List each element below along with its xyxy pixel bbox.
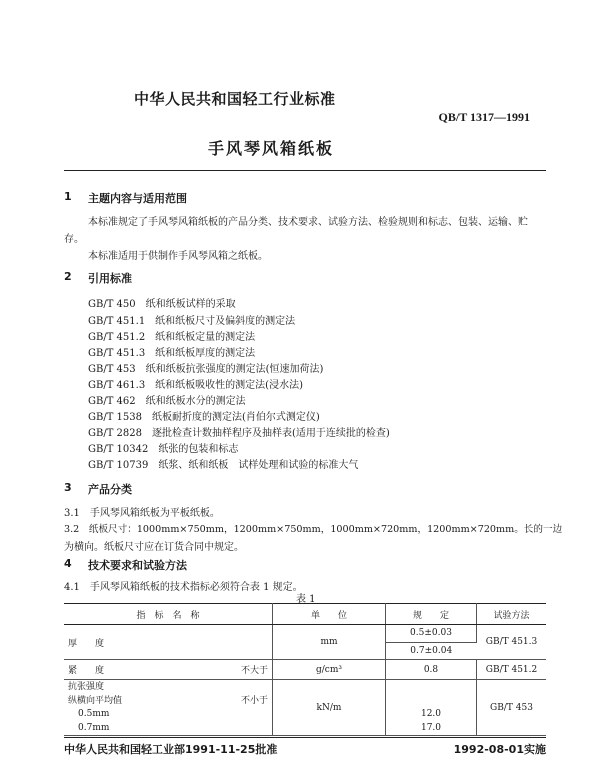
reference-item: GB/T 451.2 纸和纸板定量的测定法	[88, 332, 256, 343]
row-name: 厚 度	[64, 625, 273, 660]
section-4-title: 技术要求和试验方法	[88, 559, 187, 572]
footer-divider	[64, 737, 546, 738]
row-qualifier: 不小于	[240, 695, 268, 706]
standard-code: QB/T 1317—1991	[438, 110, 530, 124]
table-row	[64, 680, 546, 736]
reference-item: GB/T 1538 纸板耐折度的测定法(肖伯尔式测定仪)	[88, 412, 320, 423]
table-caption: 表 1	[296, 594, 316, 605]
row-subitem: 0.7mm	[78, 722, 110, 733]
header-spec: 规 定	[386, 604, 477, 625]
clause-3-1: 3.1 手风琴风箱纸板为平板纸板。	[64, 508, 220, 519]
row-subitem: 0.5mm	[78, 709, 110, 719]
clause-3-2-line-1: 3.2 纸板尺寸：1000mm×750mm，1200mm×750mm，1000mm×720mm，1200mm×720mm。长的一边	[64, 524, 563, 535]
reference-item: GB/T 462 纸和纸板水分的测定法	[88, 396, 246, 407]
row-name: 抗张强度	[68, 682, 105, 692]
row-name: 紧 度	[68, 666, 105, 676]
reference-item: GB/T 10342 纸张的包装和标志	[88, 444, 239, 455]
section-1-paragraph-1-line-2: 存。	[64, 234, 84, 245]
approval-note: 中华人民共和国轻工业部1991-11-25批准	[64, 743, 278, 756]
row-spec: 0.7±0.04	[386, 642, 477, 660]
header-method: 试验方法	[477, 604, 547, 625]
row-qualifier: 不大于	[240, 666, 268, 676]
section-4-number: 4	[64, 557, 72, 570]
row-spec-cell	[386, 680, 477, 736]
implementation-date: 1992-08-01实施	[453, 743, 546, 756]
reference-item: GB/T 453 纸和纸板抗张强度的测定法(恒速加荷法)	[88, 364, 324, 375]
section-3-title: 产品分类	[88, 483, 132, 496]
row-spec: 12.0	[420, 709, 442, 719]
row-subname-cell	[68, 695, 268, 709]
reference-item: GB/T 10739 纸浆、纸和纸板 试样处理和试验的标准大气	[88, 460, 359, 471]
section-2-title: 引用标准	[88, 272, 132, 285]
clause-4-1: 4.1 手风琴风箱纸板的技术指标必须符合表 1 规定。	[64, 582, 303, 593]
reference-item: GB/T 451.1 纸和纸板尺寸及偏斜度的测定法	[88, 316, 296, 327]
row-unit: mm	[273, 625, 386, 660]
section-2-number: 2	[64, 270, 72, 283]
row-method: GB/T 451.3	[477, 625, 547, 660]
row-method: GB/T 453	[477, 680, 547, 736]
row-spec: 0.5±0.03	[386, 625, 477, 643]
table-row	[64, 625, 546, 643]
row-name-cell	[64, 660, 273, 680]
row-method: GB/T 451.2	[477, 660, 547, 680]
reference-item: GB/T 450 纸和纸板试样的采取	[88, 299, 236, 310]
row-spec: 0.8	[386, 660, 477, 680]
reference-item: GB/T 461.3 纸和纸板吸收性的测定法(浸水法)	[88, 380, 303, 391]
section-1-paragraph-1-line-1: 本标准规定了手风琴风箱纸板的产品分类、技术要求、试验方法、检验规则和标志、包装、运输、贮	[88, 217, 528, 228]
table-header-row	[64, 604, 546, 625]
row-name-cell	[64, 680, 273, 736]
table-row	[64, 660, 546, 680]
section-1-number: 1	[64, 190, 72, 203]
row-spec: 17.0	[420, 723, 442, 733]
row-unit: kN/m	[273, 680, 386, 736]
reference-item: GB/T 451.3 纸和纸板厚度的测定法	[88, 348, 256, 359]
section-1-title: 主题内容与适用范围	[88, 192, 187, 205]
industry-standard-title: 中华人民共和国轻工行业标准	[134, 90, 336, 108]
header-indicator: 指 标 名 称	[64, 604, 273, 625]
section-3-number: 3	[64, 481, 72, 494]
row-subname: 纵横向平均值	[68, 695, 123, 706]
row-unit: g/cm³	[273, 660, 386, 680]
section-1-paragraph-2: 本标准适用于供制作手风琴风箱之纸板。	[88, 251, 268, 262]
header-divider	[64, 170, 546, 171]
document-title: 手风琴风箱纸板	[208, 139, 335, 158]
clause-3-2-line-2: 为横向。纸板尺寸应在订货合同中规定。	[64, 542, 244, 553]
header-unit: 单 位	[273, 604, 386, 625]
spec-table	[64, 603, 546, 736]
reference-item: GB/T 2828 逐批检查计数抽样程序及抽样表(适用于连续批的检查)	[88, 428, 390, 439]
